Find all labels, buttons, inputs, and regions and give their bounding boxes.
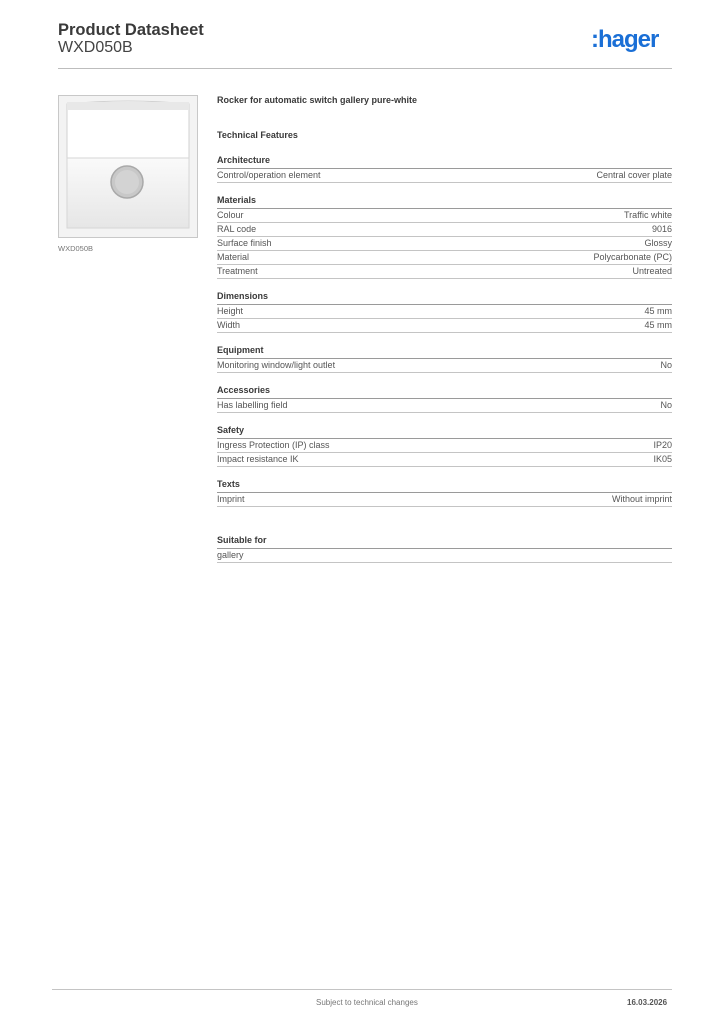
product-description: Rocker for automatic switch gallery pure-white <box>217 95 418 105</box>
spec-content <box>217 95 672 563</box>
spec-value: IK05 <box>653 454 672 464</box>
spec-row <box>217 305 672 319</box>
spec-section <box>217 385 672 413</box>
spec-label: Colour <box>217 210 244 220</box>
spec-section <box>217 291 672 333</box>
section-title: Dimensions <box>217 291 672 305</box>
spec-label: Monitoring window/light outlet <box>217 360 336 370</box>
spec-row <box>217 549 672 563</box>
section-title: Accessories <box>217 385 672 399</box>
spec-row <box>217 439 672 453</box>
footer-divider <box>52 989 672 990</box>
spec-value: Glossy <box>644 238 672 248</box>
spec-row <box>217 453 672 467</box>
spec-section <box>217 479 672 507</box>
section-title: Suitable for <box>217 535 672 549</box>
spec-row <box>217 237 672 251</box>
footer-note: Subject to technical changes <box>316 998 418 1007</box>
spec-value: 45 mm <box>644 320 672 330</box>
spec-row <box>217 359 672 373</box>
spec-value: Traffic white <box>623 210 672 220</box>
section-title: Equipment <box>217 345 672 359</box>
rocker-illustration <box>59 96 197 237</box>
spec-row <box>217 169 672 183</box>
spec-value: 9016 <box>651 224 672 234</box>
spec-label: Height <box>217 306 244 316</box>
spec-label: Width <box>217 320 241 330</box>
spec-label: Ingress Protection (IP) class <box>217 440 330 450</box>
suitable-section <box>217 535 672 563</box>
section-title: Materials <box>217 195 672 209</box>
spec-value: No <box>660 360 672 370</box>
spec-row <box>217 493 672 507</box>
section-title: Safety <box>217 425 672 439</box>
spec-label: Imprint <box>217 494 245 504</box>
spec-label: Material <box>217 252 250 262</box>
header-divider <box>58 68 672 69</box>
product-code: WXD050B <box>58 39 133 56</box>
spec-section <box>217 155 672 183</box>
spec-value: No <box>660 400 672 410</box>
section-title: Texts <box>217 479 672 493</box>
spec-value: IP20 <box>653 440 672 450</box>
spec-row <box>217 399 672 413</box>
spec-row <box>217 265 672 279</box>
spec-value: Central cover plate <box>596 170 672 180</box>
spec-sections <box>217 155 672 507</box>
hager-logo: :hager <box>591 26 659 53</box>
spec-label: Has labelling field <box>217 400 288 410</box>
spec-row <box>217 209 672 223</box>
spec-row <box>217 251 672 265</box>
spec-label: Surface finish <box>217 238 272 248</box>
spec-label: Impact resistance IK <box>217 454 299 464</box>
spec-value: 45 mm <box>644 306 672 316</box>
spec-section <box>217 195 672 279</box>
spec-label: Control/operation element <box>217 170 321 180</box>
section-title: Architecture <box>217 155 672 169</box>
spec-section <box>217 345 672 373</box>
spec-section <box>217 425 672 467</box>
spec-value: Untreated <box>632 266 672 276</box>
spec-value: Polycarbonate (PC) <box>593 252 672 262</box>
spec-row <box>217 319 672 333</box>
footer-date: 16.03.2026 <box>627 998 668 1007</box>
spec-label: Treatment <box>217 266 258 276</box>
image-caption: WXD050B <box>58 244 94 253</box>
product-image <box>58 95 198 238</box>
page-title: Product Datasheet <box>58 21 204 39</box>
spec-label: RAL code <box>217 224 257 234</box>
spec-value: Without imprint <box>611 494 672 504</box>
features-title: Technical Features <box>217 130 298 140</box>
spec-label: gallery <box>217 550 244 560</box>
spec-row <box>217 223 672 237</box>
